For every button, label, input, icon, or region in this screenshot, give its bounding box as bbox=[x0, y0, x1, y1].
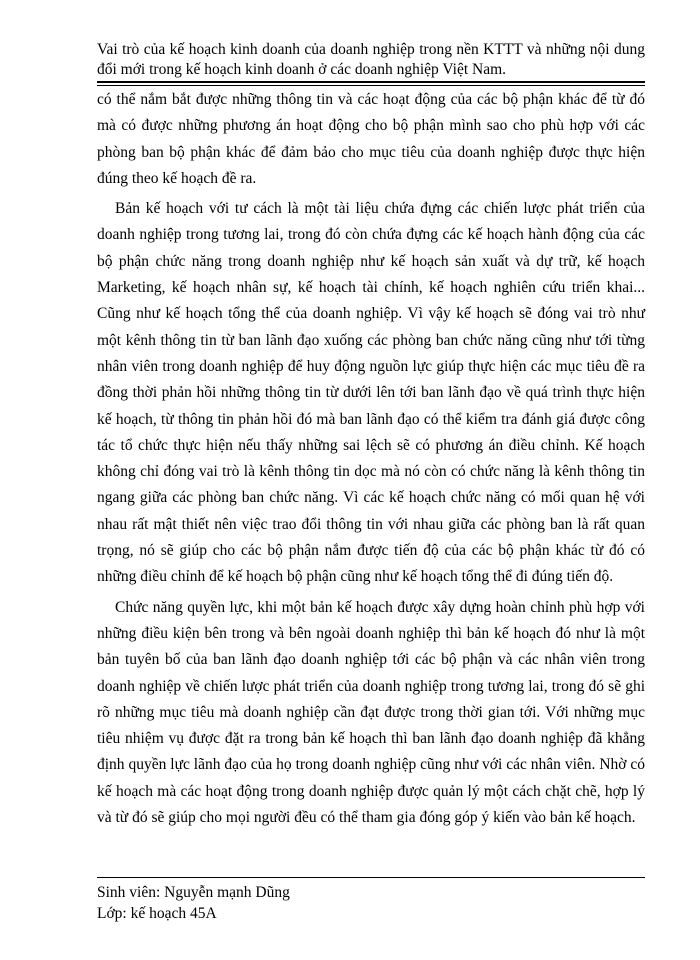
header-rule-thin bbox=[97, 85, 645, 86]
footer-student-name: Sinh viên: Nguyễn mạnh Dũng bbox=[97, 884, 290, 901]
paragraph-authority-function: Chức năng quyền lực, khi một bản kế hoạch được xây dựng hoàn chỉnh phù hợp với những điều kiện bên trong và bên ngoài doanh nghiệp thì bản kế hoạch đó như là một bản tuyên bố của ban lãnh đạo doanh nghiệp tới các bộ phận và các nhân viên trong doanh nghiệp về chiến lược phát triển của doanh nghiệp trong tương lai, trong đó sẽ ghi rõ những mục tiêu mà doanh nghiệp cần đạt được trong thời gian tới. Với những mục tiêu nhiệm vụ được đặt ra trong bản kế hoạch thì ban lãnh đạo doanh nghiệp đã khẳng định quyền lực lãnh đạo của họ trong doanh nghiệp cũng như với các nhân viên. Nhờ có kế hoạch mà các hoạt động trong doanh nghiệp được quản lý một cách chặt chẽ, hợp lý và từ đó sẽ giúp cho mọi người đều có thể tham gia đóng góp ý kiến vào bản kế hoạch. bbox=[97, 598, 645, 827]
header-rule-thick bbox=[97, 81, 645, 83]
footer-class: Lớp: kế hoạch 45A bbox=[97, 905, 217, 922]
paragraph-plan-as-info-channel: Bản kế hoạch với tư cách là một tài liệu chứa đựng các chiến lược phát triển của doanh nghiệp trong tương lai, trong đó còn chứa đựng các kế hoạch hành động của các bộ phận chức năng trong doanh nghiệp như kế hoạch sản xuất và dự trữ, kế hoạch Marketing, kế hoạch nhân sự, kế hoạch tài chính, kế hoạch nghiên cứu triển khai... Cũng như kế hoạch tổng thể của doanh nghiệp. Vì vậy kế hoạch sẽ đóng vai trò như một kênh thông tin từ ban lãnh đạo xuống các phòng ban chức năng cũng như tới từng nhân viên trong doanh nghiệp để huy động nguồn lực giúp thực hiện các mục tiêu đề ra đồng thời phản hồi những thông tin từ dưới lên tới ban lãnh đạo về quá trình thực hiện kế hoạch, từ thông tin phản hồi đó mà ban lãnh đạo có thể kiểm tra đánh giá được công tác tổ chức thực hiện nếu thấy những sai lệch sẽ có phương án điều chỉnh. Kế hoạch không chỉ đóng vai trò là kênh thông tin dọc mà nó còn có chức năng là kênh thông tin ngang giữa các phòng ban chức năng. Vì các kế hoạch chức năng có mối quan hệ với nhau rất mật thiết nên việc trao đổi thông tin với nhau giữa các phòng ban là rất quan trọng, nó sẽ giúp cho các bộ phận nắm được tiến độ của các bộ phận khác từ đó có những điều chỉnh để kế hoạch bộ phận cũng như kế hoạch tổng thể đi đúng tiến độ. bbox=[97, 200, 645, 586]
footer bbox=[97, 882, 290, 924]
footer-rule bbox=[97, 877, 645, 878]
paragraph-continuation: có thể nắm bắt được những thông tin và các hoạt động của các bộ phận khác để từ đó mà có được những phương án hoạt động cho bộ phận mình sao cho phù hợp với các phòng ban bộ phận khác để đảm bảo cho mục tiêu của doanh nghiệp được thực hiện đúng theo kế hoạch đề ra. bbox=[97, 91, 645, 187]
body-text bbox=[97, 87, 645, 831]
running-header: Vai trò của kế hoạch kinh doanh của doanh nghiệp trong nền KTTT và những nội dung đổi mới trong kế hoạch kinh doanh ở các doanh nghiệp Việt Nam. bbox=[97, 41, 645, 78]
